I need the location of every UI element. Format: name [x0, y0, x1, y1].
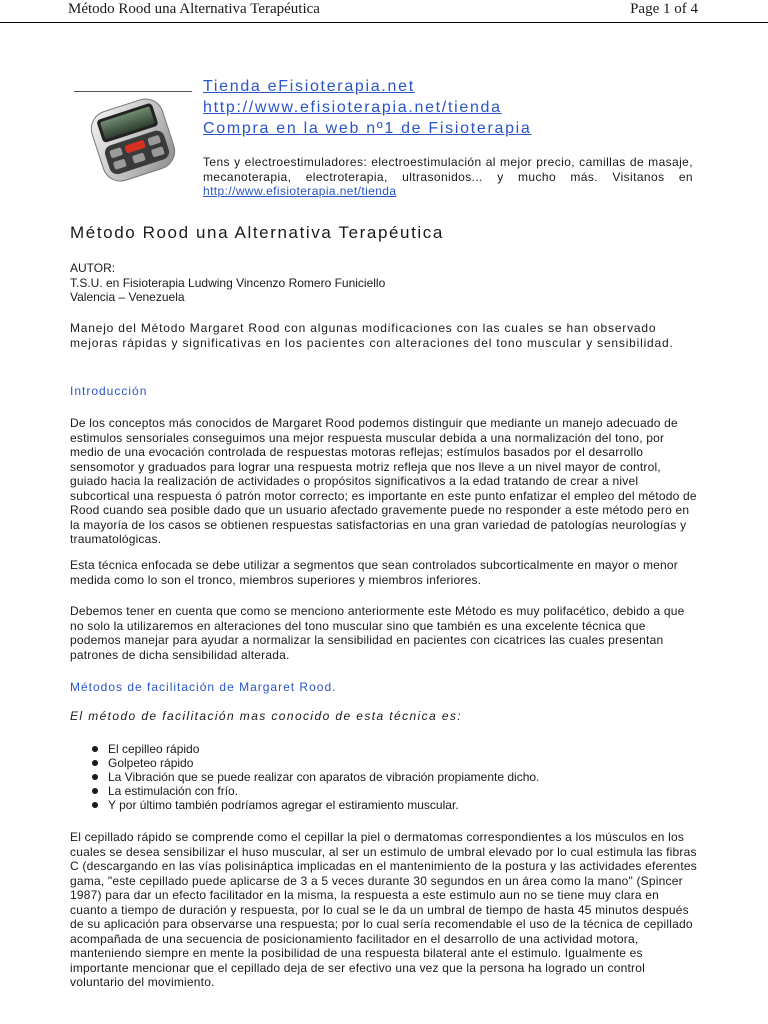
paragraph-segments: Esta técnica enfocada se debe utilizar a segmentos que sean controlados subcorticalmente en mayor o menor medida como lo son el tronco, miembros superiores y miembros inferiores.: [70, 558, 679, 587]
section-heading-introduction[interactable]: Introducción: [70, 384, 148, 398]
list-item: El cepilleo rápido: [90, 742, 539, 756]
ad-description-text: Tens y electroestimuladores: electroestimulación al mejor precio, camillas de masaje, mecanoterapia, electroterapia, ultrasonidos... y mucho más. Visitanos en: [203, 155, 693, 184]
list-item: Golpeteo rápido: [90, 756, 539, 770]
header-title: Método Rood una Alternativa Terapéutica: [68, 1, 320, 17]
paragraph-polyfaceted: Debemos tener en cuenta que como se menciono anteriormente este Método es muy polifacético, debido a que no solo la utilizaremos en alteraciones del tono muscular sino que también es una excelente técnica que podemos manejar para ayudar a normalizar la sensibilidad en pacientes con cicatrices las cuales presentan patrones de dicha sensibilidad alterada.: [70, 604, 685, 662]
list-item: Y por último también podríamos agregar el estiramiento muscular.: [90, 798, 539, 812]
ad-image[interactable]: [74, 91, 192, 182]
author-name: T.S.U. en Fisioterapia Ludwing Vincenzo Romero Funiciello: [70, 275, 386, 290]
article-title: Método Rood una Alternativa Terapéutica: [70, 223, 444, 242]
page-counter: Page 1 of 4: [630, 1, 698, 17]
list-item: La Vibración que se puede realizar con aparatos de vibración propiamente dicho.: [90, 770, 539, 784]
page-header: [0, 0, 768, 23]
ad-description-link[interactable]: http://www.efisioterapia.net/tienda: [203, 184, 397, 198]
author-block: [70, 261, 385, 305]
ad-links: [203, 76, 532, 139]
electrostimulator-device-icon: [74, 92, 192, 182]
facilitation-subheading: El método de facilitación mas conocido de esta técnica es:: [70, 709, 463, 723]
author-label: AUTOR:: [70, 261, 116, 275]
store-link[interactable]: Tienda eFisioterapia.net: [203, 78, 415, 95]
paragraph-brushing: El cepillado rápido se comprende como el cepillar la piel o dermatomas correspondientes a los músculos en los cuales se desea sensibilizar el huso muscular, al ser un estimulo de umbral elevado por lo cual estimula las fibras C (descargando en las vías polisináptica implicadas en el mantenimiento de la postura y las actividades eferentes gama, "este cepillado puede aplicarse de 3 a 5 veces durante 30 segundos en un área como la mano" (Spincer 1987) para dar un efecto facilitador en la misma, la respuesta a este estimulo aun no se tiene muy clara en cuanto a tiempo de duración y respuesta, por lo cual se le da un umbral de tiempo de hasta 45 minutos después de su aplicación para observarse una respuesta; por lo cual sería recomendable el uso de la técnica de cepillado acompañada de una secuencia de posicionamiento facilitador en el desarrollo de una actividad motora, manteniendo siempre en mente la posibilidad de una respuesta bilateral ante el estimulo. Igualmente es importante mencionar que el cepillado deja de ser efectivo una vez que la persona ha logrado un control voluntario del movimiento.: [70, 830, 697, 989]
paragraph-intro: De los conceptos más conocidos de Margaret Rood podemos distinguir que mediante un manejo adecuado de estimulos sensoriales conseguimos una mejor respuesta muscular debida a una normalización del tono, por medio de una evocación controlada de respuestas motoras reflejas; estímulos basados por el desarrollo sensomotor y graduados para lograr una respuesta motriz refleja que nos lleve a un nivel mayor de control, guiado hacia la realización de actividades o propósitos significativos a la edad tratando de crear a nivel subcortical una respuesta ó patrón motor correcto; es importante en este punto enfatizar el empleo del método de Rood cuando sea posible dado que un usuario afectado gravemente puede no responder a este método pero en la mayoría de los casos se obtienen respuestas satisfactorias en una gran variedad de patologías neurologías y traumatológicas.: [70, 416, 697, 546]
ad-description: [203, 155, 693, 199]
author-location: Valencia – Venezuela: [70, 290, 185, 304]
list-item: La estimulación con frío.: [90, 784, 539, 798]
shop-tagline-link[interactable]: Compra en la web nº1 de Fisioterapia: [203, 120, 532, 137]
section-heading-facilitation[interactable]: Métodos de facilitación de Margaret Rood.: [70, 680, 337, 694]
article-abstract: Manejo del Método Margaret Rood con algunas modificaciones con las cuales se han observado mejoras rápidas y significativas en los pacientes con alteraciones del tono muscular y sensibilidad.: [70, 321, 674, 350]
facilitation-methods-list: [90, 742, 539, 812]
store-url-link[interactable]: http://www.efisioterapia.net/tienda: [203, 99, 502, 116]
